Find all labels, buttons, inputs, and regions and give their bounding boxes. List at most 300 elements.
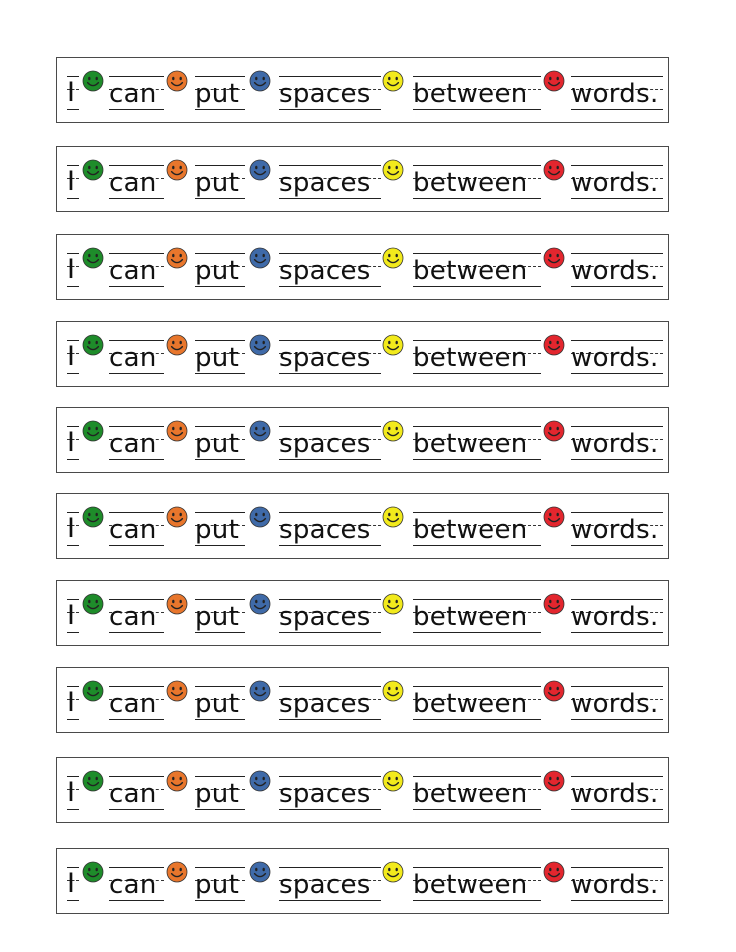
- sentence-strip: [56, 757, 669, 823]
- red-smiley-icon: [543, 770, 565, 792]
- guide-top-line: [195, 599, 245, 600]
- blue-smiley-icon: [249, 247, 271, 269]
- guide-base-line: [413, 632, 541, 633]
- guide-base-line: [67, 719, 79, 720]
- word-slot: [67, 422, 79, 464]
- guide-base-line: [195, 459, 245, 460]
- guide-top-line: [109, 599, 164, 600]
- blue-smiley-icon: [249, 334, 271, 356]
- guide-base-line: [279, 373, 381, 374]
- word-text: between: [413, 689, 528, 719]
- guide-top-line: [195, 165, 245, 166]
- word-slot: [279, 249, 381, 291]
- guide-base-line: [109, 286, 164, 287]
- guide-base-line: [109, 198, 164, 199]
- word-slot: [67, 336, 79, 378]
- word-slot: [195, 249, 245, 291]
- word-text: can: [109, 779, 157, 809]
- guide-top-line: [571, 512, 663, 513]
- word-slot: [413, 72, 541, 114]
- handwriting-row: [57, 58, 668, 122]
- word-slot: [67, 595, 79, 637]
- word-text: I: [67, 868, 76, 899]
- blue-smiley-icon: [249, 770, 271, 792]
- word-text: can: [109, 870, 157, 900]
- guide-top-line: [195, 776, 245, 777]
- guide-top-line: [279, 599, 381, 600]
- word-text: spaces: [279, 79, 371, 109]
- sentence-strip: [56, 321, 669, 387]
- yellow-smiley-icon: [382, 861, 404, 883]
- guide-base-line: [571, 719, 663, 720]
- word-text: between: [413, 343, 528, 373]
- guide-base-line: [413, 286, 541, 287]
- word-text: words.: [571, 168, 659, 198]
- word-text: words.: [571, 256, 659, 286]
- word-text: put: [195, 689, 240, 719]
- sentence-strip: [56, 848, 669, 914]
- guide-top-line: [109, 76, 164, 77]
- guide-top-line: [109, 340, 164, 341]
- blue-smiley-icon: [249, 593, 271, 615]
- word-slot: [109, 595, 164, 637]
- guide-top-line: [413, 340, 541, 341]
- guide-top-line: [571, 776, 663, 777]
- sentence-strip: [56, 407, 669, 473]
- word-text: I: [67, 687, 76, 718]
- red-smiley-icon: [543, 420, 565, 442]
- word-text: put: [195, 429, 240, 459]
- word-slot: [279, 72, 381, 114]
- word-text: words.: [571, 515, 659, 545]
- word-slot: [279, 422, 381, 464]
- guide-top-line: [413, 253, 541, 254]
- word-slot: [413, 772, 541, 814]
- guide-top-line: [279, 340, 381, 341]
- word-slot: [413, 863, 541, 905]
- word-slot: [571, 161, 663, 203]
- blue-smiley-icon: [249, 680, 271, 702]
- orange-smiley-icon: [166, 593, 188, 615]
- word-slot: [571, 336, 663, 378]
- word-slot: [67, 772, 79, 814]
- guide-top-line: [109, 253, 164, 254]
- word-text: spaces: [279, 256, 371, 286]
- word-text: can: [109, 168, 157, 198]
- word-text: between: [413, 870, 528, 900]
- orange-smiley-icon: [166, 70, 188, 92]
- orange-smiley-icon: [166, 680, 188, 702]
- guide-base-line: [67, 109, 79, 110]
- orange-smiley-icon: [166, 861, 188, 883]
- red-smiley-icon: [543, 861, 565, 883]
- guide-base-line: [67, 900, 79, 901]
- yellow-smiley-icon: [382, 334, 404, 356]
- word-slot: [195, 72, 245, 114]
- word-slot: [279, 508, 381, 550]
- word-text: between: [413, 429, 528, 459]
- guide-base-line: [413, 373, 541, 374]
- yellow-smiley-icon: [382, 159, 404, 181]
- guide-base-line: [109, 109, 164, 110]
- guide-base-line: [109, 719, 164, 720]
- orange-smiley-icon: [166, 770, 188, 792]
- green-smiley-icon: [82, 247, 104, 269]
- guide-base-line: [571, 373, 663, 374]
- guide-base-line: [195, 198, 245, 199]
- word-slot: [67, 72, 79, 114]
- guide-top-line: [571, 867, 663, 868]
- guide-base-line: [195, 632, 245, 633]
- orange-smiley-icon: [166, 506, 188, 528]
- word-text: I: [67, 77, 76, 108]
- word-slot: [195, 863, 245, 905]
- word-text: put: [195, 779, 240, 809]
- word-text: between: [413, 515, 528, 545]
- green-smiley-icon: [82, 593, 104, 615]
- yellow-smiley-icon: [382, 420, 404, 442]
- guide-top-line: [413, 76, 541, 77]
- orange-smiley-icon: [166, 420, 188, 442]
- word-text: words.: [571, 79, 659, 109]
- guide-top-line: [109, 426, 164, 427]
- word-slot: [279, 682, 381, 724]
- word-text: I: [67, 600, 76, 631]
- word-slot: [109, 249, 164, 291]
- guide-base-line: [571, 545, 663, 546]
- guide-top-line: [195, 867, 245, 868]
- handwriting-row: [57, 758, 668, 822]
- guide-top-line: [109, 512, 164, 513]
- blue-smiley-icon: [249, 159, 271, 181]
- orange-smiley-icon: [166, 247, 188, 269]
- word-slot: [109, 508, 164, 550]
- guide-top-line: [195, 426, 245, 427]
- guide-base-line: [413, 198, 541, 199]
- word-text: can: [109, 256, 157, 286]
- yellow-smiley-icon: [382, 770, 404, 792]
- guide-base-line: [279, 632, 381, 633]
- yellow-smiley-icon: [382, 680, 404, 702]
- word-slot: [413, 249, 541, 291]
- guide-top-line: [279, 426, 381, 427]
- yellow-smiley-icon: [382, 593, 404, 615]
- handwriting-row: [57, 322, 668, 386]
- handwriting-row: [57, 494, 668, 558]
- green-smiley-icon: [82, 680, 104, 702]
- handwriting-row: [57, 408, 668, 472]
- red-smiley-icon: [543, 247, 565, 269]
- word-slot: [109, 336, 164, 378]
- word-slot: [195, 508, 245, 550]
- word-slot: [195, 682, 245, 724]
- word-text: can: [109, 602, 157, 632]
- word-slot: [67, 682, 79, 724]
- word-text: I: [67, 341, 76, 372]
- guide-base-line: [413, 545, 541, 546]
- guide-base-line: [279, 719, 381, 720]
- word-text: spaces: [279, 343, 371, 373]
- word-text: words.: [571, 602, 659, 632]
- word-text: words.: [571, 779, 659, 809]
- word-text: I: [67, 777, 76, 808]
- green-smiley-icon: [82, 506, 104, 528]
- word-slot: [279, 772, 381, 814]
- guide-base-line: [67, 632, 79, 633]
- red-smiley-icon: [543, 159, 565, 181]
- word-text: words.: [571, 689, 659, 719]
- guide-top-line: [571, 340, 663, 341]
- guide-top-line: [571, 165, 663, 166]
- word-text: can: [109, 689, 157, 719]
- guide-top-line: [195, 512, 245, 513]
- word-text: I: [67, 427, 76, 458]
- word-slot: [413, 508, 541, 550]
- word-text: spaces: [279, 689, 371, 719]
- word-slot: [571, 772, 663, 814]
- handwriting-row: [57, 849, 668, 913]
- guide-base-line: [67, 545, 79, 546]
- guide-base-line: [571, 286, 663, 287]
- orange-smiley-icon: [166, 334, 188, 356]
- word-text: between: [413, 168, 528, 198]
- blue-smiley-icon: [249, 506, 271, 528]
- handwriting-row: [57, 668, 668, 732]
- sentence-strip: [56, 146, 669, 212]
- word-slot: [109, 72, 164, 114]
- word-slot: [413, 595, 541, 637]
- guide-base-line: [413, 109, 541, 110]
- red-smiley-icon: [543, 334, 565, 356]
- word-slot: [279, 161, 381, 203]
- guide-base-line: [109, 900, 164, 901]
- guide-base-line: [279, 809, 381, 810]
- word-slot: [571, 508, 663, 550]
- word-text: can: [109, 343, 157, 373]
- guide-base-line: [195, 373, 245, 374]
- word-text: between: [413, 779, 528, 809]
- word-slot: [279, 863, 381, 905]
- guide-base-line: [279, 109, 381, 110]
- sentence-strip: [56, 493, 669, 559]
- orange-smiley-icon: [166, 159, 188, 181]
- guide-base-line: [571, 632, 663, 633]
- red-smiley-icon: [543, 593, 565, 615]
- guide-top-line: [571, 253, 663, 254]
- guide-base-line: [279, 545, 381, 546]
- guide-base-line: [195, 719, 245, 720]
- guide-top-line: [109, 165, 164, 166]
- green-smiley-icon: [82, 420, 104, 442]
- guide-base-line: [195, 809, 245, 810]
- green-smiley-icon: [82, 334, 104, 356]
- word-text: words.: [571, 429, 659, 459]
- guide-base-line: [571, 809, 663, 810]
- guide-top-line: [109, 776, 164, 777]
- guide-base-line: [67, 198, 79, 199]
- guide-base-line: [279, 286, 381, 287]
- word-slot: [571, 682, 663, 724]
- red-smiley-icon: [543, 506, 565, 528]
- sentence-strip: [56, 234, 669, 300]
- word-text: between: [413, 256, 528, 286]
- word-text: put: [195, 515, 240, 545]
- guide-top-line: [571, 686, 663, 687]
- word-text: words.: [571, 343, 659, 373]
- yellow-smiley-icon: [382, 70, 404, 92]
- green-smiley-icon: [82, 861, 104, 883]
- guide-base-line: [413, 809, 541, 810]
- word-slot: [67, 508, 79, 550]
- guide-base-line: [195, 545, 245, 546]
- word-slot: [67, 161, 79, 203]
- guide-base-line: [571, 198, 663, 199]
- guide-base-line: [571, 459, 663, 460]
- guide-top-line: [413, 599, 541, 600]
- word-text: put: [195, 870, 240, 900]
- guide-top-line: [109, 686, 164, 687]
- guide-base-line: [195, 109, 245, 110]
- red-smiley-icon: [543, 680, 565, 702]
- word-text: I: [67, 513, 76, 544]
- guide-top-line: [413, 426, 541, 427]
- blue-smiley-icon: [249, 861, 271, 883]
- guide-top-line: [571, 426, 663, 427]
- guide-base-line: [195, 286, 245, 287]
- word-text: spaces: [279, 168, 371, 198]
- guide-base-line: [413, 459, 541, 460]
- word-slot: [109, 772, 164, 814]
- word-slot: [413, 161, 541, 203]
- yellow-smiley-icon: [382, 247, 404, 269]
- guide-base-line: [195, 900, 245, 901]
- guide-top-line: [279, 867, 381, 868]
- guide-base-line: [67, 809, 79, 810]
- word-slot: [279, 336, 381, 378]
- guide-base-line: [109, 632, 164, 633]
- word-slot: [571, 72, 663, 114]
- word-text: can: [109, 79, 157, 109]
- guide-top-line: [279, 776, 381, 777]
- word-slot: [413, 422, 541, 464]
- guide-top-line: [413, 512, 541, 513]
- word-text: between: [413, 79, 528, 109]
- red-smiley-icon: [543, 70, 565, 92]
- word-slot: [413, 682, 541, 724]
- guide-top-line: [279, 76, 381, 77]
- word-text: put: [195, 79, 240, 109]
- guide-base-line: [67, 459, 79, 460]
- blue-smiley-icon: [249, 420, 271, 442]
- word-slot: [571, 595, 663, 637]
- guide-top-line: [279, 686, 381, 687]
- guide-top-line: [413, 165, 541, 166]
- green-smiley-icon: [82, 770, 104, 792]
- word-slot: [195, 772, 245, 814]
- word-slot: [413, 336, 541, 378]
- guide-top-line: [195, 340, 245, 341]
- guide-top-line: [413, 867, 541, 868]
- word-slot: [279, 595, 381, 637]
- word-text: I: [67, 166, 76, 197]
- green-smiley-icon: [82, 159, 104, 181]
- guide-top-line: [195, 76, 245, 77]
- word-text: can: [109, 429, 157, 459]
- guide-top-line: [279, 512, 381, 513]
- word-slot: [195, 336, 245, 378]
- sentence-strip: [56, 667, 669, 733]
- guide-base-line: [109, 373, 164, 374]
- guide-top-line: [195, 686, 245, 687]
- guide-top-line: [279, 165, 381, 166]
- word-text: put: [195, 168, 240, 198]
- word-slot: [67, 249, 79, 291]
- word-text: spaces: [279, 779, 371, 809]
- handwriting-row: [57, 235, 668, 299]
- guide-base-line: [109, 459, 164, 460]
- sentence-strip: [56, 57, 669, 123]
- guide-top-line: [413, 776, 541, 777]
- guide-top-line: [571, 76, 663, 77]
- guide-base-line: [279, 900, 381, 901]
- word-text: put: [195, 256, 240, 286]
- word-slot: [571, 422, 663, 464]
- word-slot: [571, 249, 663, 291]
- green-smiley-icon: [82, 70, 104, 92]
- guide-top-line: [413, 686, 541, 687]
- word-text: between: [413, 602, 528, 632]
- word-slot: [195, 595, 245, 637]
- word-text: spaces: [279, 515, 371, 545]
- word-slot: [195, 161, 245, 203]
- word-text: put: [195, 343, 240, 373]
- handwriting-row: [57, 581, 668, 645]
- word-slot: [571, 863, 663, 905]
- guide-base-line: [279, 198, 381, 199]
- guide-base-line: [279, 459, 381, 460]
- guide-base-line: [413, 719, 541, 720]
- guide-top-line: [109, 867, 164, 868]
- sentence-strip: [56, 580, 669, 646]
- word-slot: [67, 863, 79, 905]
- guide-base-line: [109, 809, 164, 810]
- guide-top-line: [571, 599, 663, 600]
- guide-base-line: [67, 286, 79, 287]
- guide-base-line: [571, 900, 663, 901]
- word-slot: [109, 161, 164, 203]
- handwriting-row: [57, 147, 668, 211]
- guide-base-line: [571, 109, 663, 110]
- blue-smiley-icon: [249, 70, 271, 92]
- word-slot: [195, 422, 245, 464]
- word-slot: [109, 682, 164, 724]
- word-slot: [109, 422, 164, 464]
- guide-base-line: [413, 900, 541, 901]
- word-text: put: [195, 602, 240, 632]
- word-text: I: [67, 254, 76, 285]
- word-text: spaces: [279, 429, 371, 459]
- word-text: can: [109, 515, 157, 545]
- guide-base-line: [109, 545, 164, 546]
- yellow-smiley-icon: [382, 506, 404, 528]
- word-text: words.: [571, 870, 659, 900]
- word-slot: [109, 863, 164, 905]
- guide-top-line: [279, 253, 381, 254]
- guide-top-line: [195, 253, 245, 254]
- guide-base-line: [67, 373, 79, 374]
- word-text: spaces: [279, 870, 371, 900]
- word-text: spaces: [279, 602, 371, 632]
